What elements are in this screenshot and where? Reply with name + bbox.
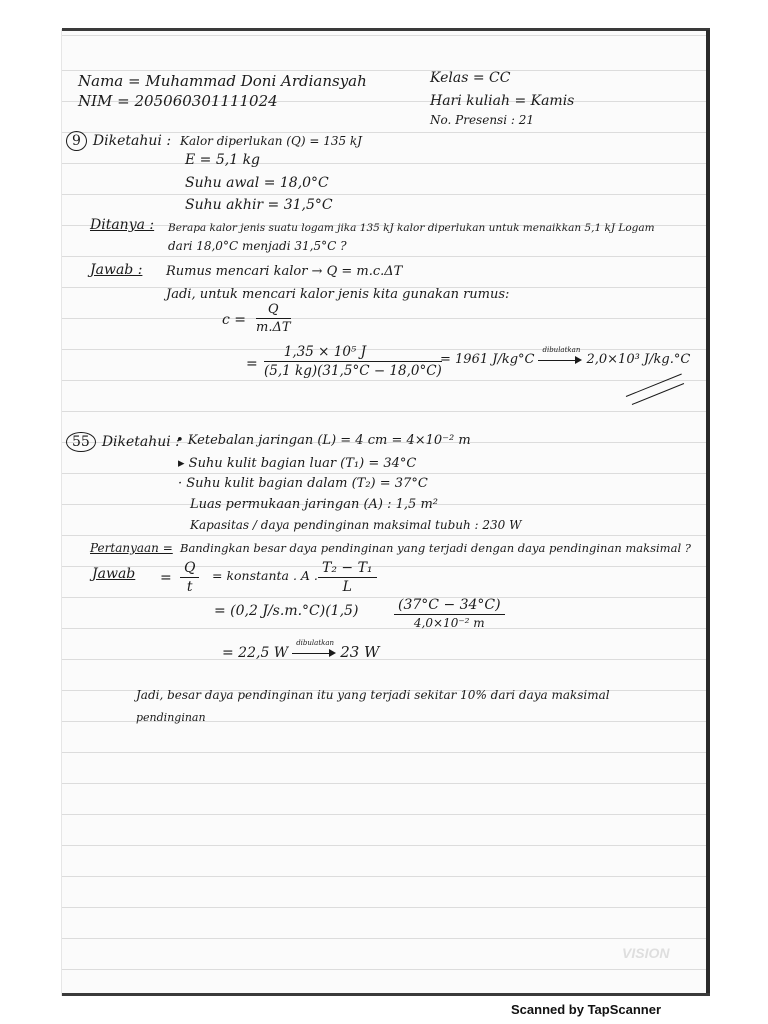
q9-rounded-result: 2,0×10³ J/kg.°C [586,352,691,367]
q55-given-5: Kapasitas / daya pendinginan maksimal tubuh : 230 W [190,518,522,532]
q55-eq3-result: 23 W [340,643,380,661]
rounding-arrow-icon [292,639,336,658]
class-label: Kelas = CC [430,70,511,86]
q55-conclusion-line-1: Jadi, besar daya pendinginan itu yang terjadi sekitar 10% dari daya maksimal [136,688,610,702]
q55-eq1-middle: = konstanta . A . [212,568,318,583]
q55-given-3: · Suhu kulit bagian dalam (T₂) = 37°C [178,476,428,491]
q55-jawab-label: Jawab [92,566,136,582]
q55-number: 55 [66,432,96,452]
q55-temp-numerator: T₂ − T₁ [318,560,377,578]
q55-question: Bandingkan besar daya pendinginan yang terjadi dengan daya pendinginan maksimal ? [180,541,691,555]
q55-temp-denominator: L [342,579,352,595]
q9-diketahui-label: Diketahui : [92,133,172,149]
student-name: Nama = Muhammad Doni Ardiansyah [78,72,367,90]
q55-given-2: ▸ Suhu kulit bagian luar (T₁) = 34°C [178,456,417,471]
q9-question-line-2: dari 18,0°C menjadi 31,5°C ? [168,239,347,253]
rounding-arrow-icon [538,345,582,365]
q55-eq2-numerator: (37°C − 34°C) [394,597,505,615]
notebook-page [62,30,707,995]
q55-q-numerator: Q [180,560,199,578]
q9-ditanya-label: Ditanya : [90,217,155,233]
q55-t-denominator: t [186,579,193,595]
q55-diketahui-label: Diketahui : [101,434,180,450]
q9-main-fraction [264,344,442,379]
q9-c-denominator: m.ΔT [256,320,291,335]
q9-formula-line: Rumus mencari kalor → Q = m.c.ΔT [166,264,403,279]
q9-c-fraction [256,302,291,335]
q55-eq3-value: = 22,5 W [222,645,289,661]
q55-diketahui [66,432,180,452]
q9-given-4: Suhu akhir = 31,5°C [185,197,333,213]
q9-equals-sign: = [246,356,258,372]
q55-arrow-caption: dibulatkan [296,639,335,647]
student-nim: NIM = 205060301111024 [78,92,278,110]
q9-diketahui [66,131,171,151]
q9-c-numerator: Q [256,302,291,319]
q55-pertanyaan-label: Pertanyaan = [90,541,173,555]
q9-explanation-line: Jadi, untuk mencari kalor jenis kita gunakan rumus: [166,287,510,302]
q55-eq2-denominator: 4,0×10⁻² m [413,616,485,630]
q55-eq1-equals: = [160,570,172,586]
page-edge-bottom [62,993,710,996]
notebook-brand-logo: VISION [622,945,670,961]
q9-c-equals: c = [222,312,247,328]
q9-jawab-label: Jawab : [90,262,143,278]
q55-temp-fraction [318,560,377,595]
scanner-watermark: Scanned by TapScanner [511,1002,662,1017]
q55-q-over-t [180,560,199,595]
q55-conclusion-line-2: pendinginan [136,711,206,724]
page-edge-right [706,30,710,995]
q9-given-2: E = 5,1 kg [185,152,261,168]
q9-given-1: Kalor diperlukan (Q) = 135 kJ [180,134,362,148]
q9-main-numerator: 1,35 × 10⁵ J [264,344,442,362]
q55-eq2-fraction [394,597,505,630]
page-edge-top [62,28,710,31]
q9-result-value [440,345,691,367]
day-label: Hari kuliah = Kamis [430,93,575,109]
q9-arrow-caption: dibulatkan [542,345,581,354]
q55-eq2: = (0,2 J/s.m.°C)(1,5) [214,603,359,619]
q55-eq3 [222,639,380,661]
attendance-label: No. Presensi : 21 [430,113,534,127]
q9-result-text: = 1961 J/kg°C [440,352,535,367]
q9-given-3: Suhu awal = 18,0°C [185,175,329,191]
q9-question-line-1: Berapa kalor jenis suatu logam jika 135 kJ kalor diperlukan untuk menaikkan 5,1 kJ Logam [168,222,655,234]
q55-given-4: Luas permukaan jaringan (A) : 1,5 m² [190,497,438,512]
q9-main-denominator: (5,1 kg)(31,5°C − 18,0°C) [264,363,442,379]
q55-given-1: • Ketebalan jaringan (L) = 4 cm = 4×10⁻² m [176,433,471,448]
q9-number: 9 [66,131,87,151]
